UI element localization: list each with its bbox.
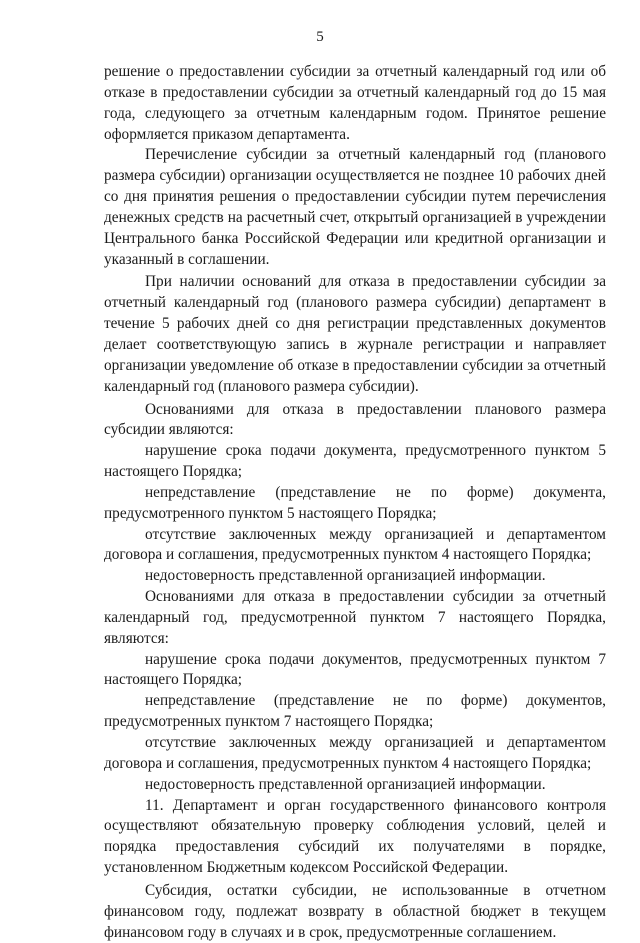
list-item: нарушение срока подачи документа, предусмотренного пунктом 5 настоящего Порядка; [104,442,606,481]
paragraph: Основаниями для отказа в предоставлении субсидии за отчетный календарный год, предусмотренной пунктом 7 настоящего Порядка, являются: [104,588,606,647]
paragraph: Субсидия, остатки субсидии, не использованные в отчетном финансовом году, подлежат возврату в областной бюджет в текущем финансовом году в случаях и в срок, предусмотренные соглашением. [104,881,606,941]
list-item: отсутствие заключенных между организацией и департаментом договора и соглашения, предусмотренных пунктом 4 настоящего Порядка; [104,525,606,564]
list-item: нарушение срока подачи документов, предусмотренных пунктом 7 настоящего Порядка; [104,650,606,689]
document-body [104,62,606,943]
paragraph: 11. Департамент и орган государственного финансового контроля осуществляют обязательную проверку соблюдения условий, целей и порядка предоставления субсидий их получателями в порядке, установленном Бюджетным кодексом Российской Федерации. [104,796,606,877]
page-number: 5 [316,29,324,45]
list-item: непредставление (представление не по форме) документов, предусмотренных пунктом 7 настоящего Порядка; [104,692,606,731]
list-item: недостоверность представленной организацией информации. [145,567,546,585]
paragraph: Перечисление субсидии за отчетный календарный год (планового размера субсидии) организации осуществляется не позднее 10 рабочих дней со дня принятия решения о предоставлении субсидии путем перечисления денежных средств на расчетный счет, открытый организацией в учреждении Центрального банка Российской Федерации или кредитной организации и указанный в соглашении. [104,146,606,268]
list-item: непредставление (представление не по форме) документа, предусмотренного пунктом 5 настоящего Порядка; [104,483,606,522]
list-item: недостоверность представленной организацией информации. [145,775,546,793]
list-item: отсутствие заключенных между организацией и департаментом договора и соглашения, предусмотренных пунктом 4 настоящего Порядка; [104,734,606,772]
paragraph: решение о предоставлении субсидии за отчетный календарный год или об отказе в предоставлении субсидии за отчетный календарный год до 15 мая года, следующего за отчетным календарным годом. Принятое решение оформляется приказом департамента. [104,63,606,143]
paragraph: При наличии оснований для отказа в предоставлении субсидии за отчетный календарный год (планового размера субсидии) департамент в течение 5 рабочих дней со дня регистрации представленных документов делает соответствующую запись в журнале регистрации и направляет организации уведомление об отказе в предоставлении субсидии за отчетный календарный год (планового размера субсидии). [104,273,606,395]
paragraph: Основаниями для отказа в предоставлении планового размера субсидии являются: [104,400,606,439]
